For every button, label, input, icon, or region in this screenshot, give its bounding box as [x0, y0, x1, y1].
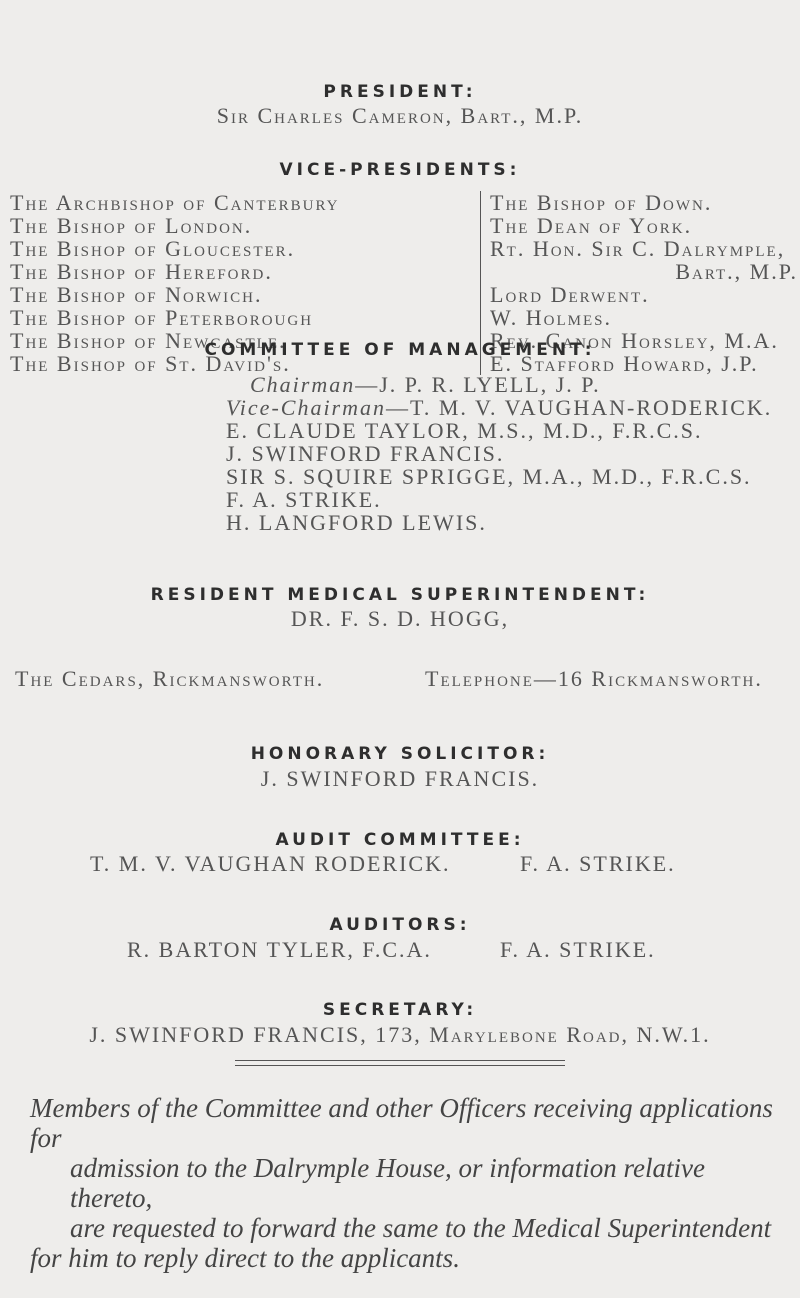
- vice-president-entry: The Bishop of London.: [10, 213, 253, 238]
- vice-president-entry: W. Holmes.: [490, 305, 612, 330]
- vice-chairman-role: Vice-Chairman: [226, 395, 387, 420]
- president-heading: PRESIDENT:: [323, 82, 477, 102]
- footer-line: for him to reply direct to the applicants.: [30, 1243, 460, 1273]
- chairman-name: —J. P. R. LYELL, J. P.: [355, 372, 601, 397]
- committee-list: [226, 372, 773, 535]
- vice-president-entry: The Bishop of Peterborough: [10, 305, 314, 330]
- vice-president-entry: The Bishop of Newcastle.: [10, 328, 287, 353]
- chairman-role: Chairman: [250, 372, 356, 397]
- vice-president-entry: The Archbishop of Canterbury: [10, 190, 340, 215]
- superintendent-heading: RESIDENT MEDICAL SUPERINTENDENT:: [150, 585, 650, 605]
- committee-member: F. A. STRIKE.: [226, 487, 382, 512]
- committee-member: H. LANGFORD LEWIS.: [226, 510, 487, 535]
- footer-line: admission to the Dalrymple House, or information relative thereto,: [70, 1153, 705, 1213]
- auditor-name: F. A. STRIKE.: [500, 937, 656, 962]
- vice-president-entry: Rev. Canon Horsley, M.A.: [490, 328, 779, 353]
- committee-member: SIR S. SQUIRE SPRIGGE, M.A., M.D., F.R.C.S.: [226, 464, 752, 489]
- superintendent-address: The Cedars, Rickmansworth.: [15, 666, 325, 691]
- president-name: Sir Charles Cameron, Bart., M.P.: [216, 103, 584, 128]
- vice-president-entry: The Dean of York.: [490, 213, 693, 238]
- committee-member: E. CLAUDE TAYLOR, M.S., M.D., F.R.C.S.: [226, 418, 703, 443]
- superintendent-telephone: Telephone—16 Rickmansworth.: [425, 666, 763, 691]
- vice-presidents-heading: VICE-PRESIDENTS:: [279, 160, 521, 180]
- footer-line: Members of the Committee and other Officers receiving applications for: [30, 1093, 773, 1153]
- divider-rule: [235, 1060, 565, 1066]
- audit-committee-member: F. A. STRIKE.: [520, 851, 676, 876]
- secretary-address: J. SWINFORD FRANCIS, 173, Marylebone Road, N.W.1.: [89, 1022, 711, 1047]
- committee-vice-chairman: [226, 396, 772, 419]
- committee-member: J. SWINFORD FRANCIS.: [226, 441, 505, 466]
- vice-president-entry: The Bishop of Down.: [490, 190, 713, 215]
- solicitor-heading: HONORARY SOLICITOR:: [250, 744, 550, 764]
- footer-note: [30, 1093, 790, 1273]
- committee-heading: COMMITTEE OF MANAGEMENT:: [204, 340, 596, 360]
- vice-president-entry: The Bishop of Gloucester.: [10, 236, 296, 261]
- secretary-heading: SECRETARY:: [322, 1000, 478, 1020]
- vice-president-entry: E. Stafford Howard, J.P.: [490, 351, 759, 376]
- vice-chairman-name: —T. M. V. VAUGHAN-RODERICK.: [386, 395, 773, 420]
- vice-president-entry: The Bishop of Norwich.: [10, 282, 263, 307]
- superintendent-name: DR. F. S. D. HOGG,: [290, 606, 510, 631]
- secretary-line: [0, 1023, 800, 1047]
- auditor-name: R. BARTON TYLER, F.C.A.: [127, 937, 432, 962]
- auditors-heading: AUDITORS:: [329, 915, 471, 935]
- vice-president-entry: The Bishop of St. David's.: [10, 351, 291, 376]
- committee-chairman: [250, 373, 772, 396]
- audit-committee-member: T. M. V. VAUGHAN RODERICK.: [90, 851, 451, 876]
- vice-president-entry: Rt. Hon. Sir C. Dalrymple,: [490, 236, 786, 261]
- vice-president-entry: Lord Derwent.: [490, 282, 650, 307]
- vice-president-entry-continued: Bart., M.P.: [675, 259, 798, 284]
- audit-committee-heading: AUDIT COMMITTEE:: [275, 830, 525, 850]
- footer-line: are requested to forward the same to the Medical Superintendent: [70, 1213, 772, 1243]
- vice-president-entry: The Bishop of Hereford.: [10, 259, 273, 284]
- solicitor-name: J. SWINFORD FRANCIS.: [260, 766, 540, 791]
